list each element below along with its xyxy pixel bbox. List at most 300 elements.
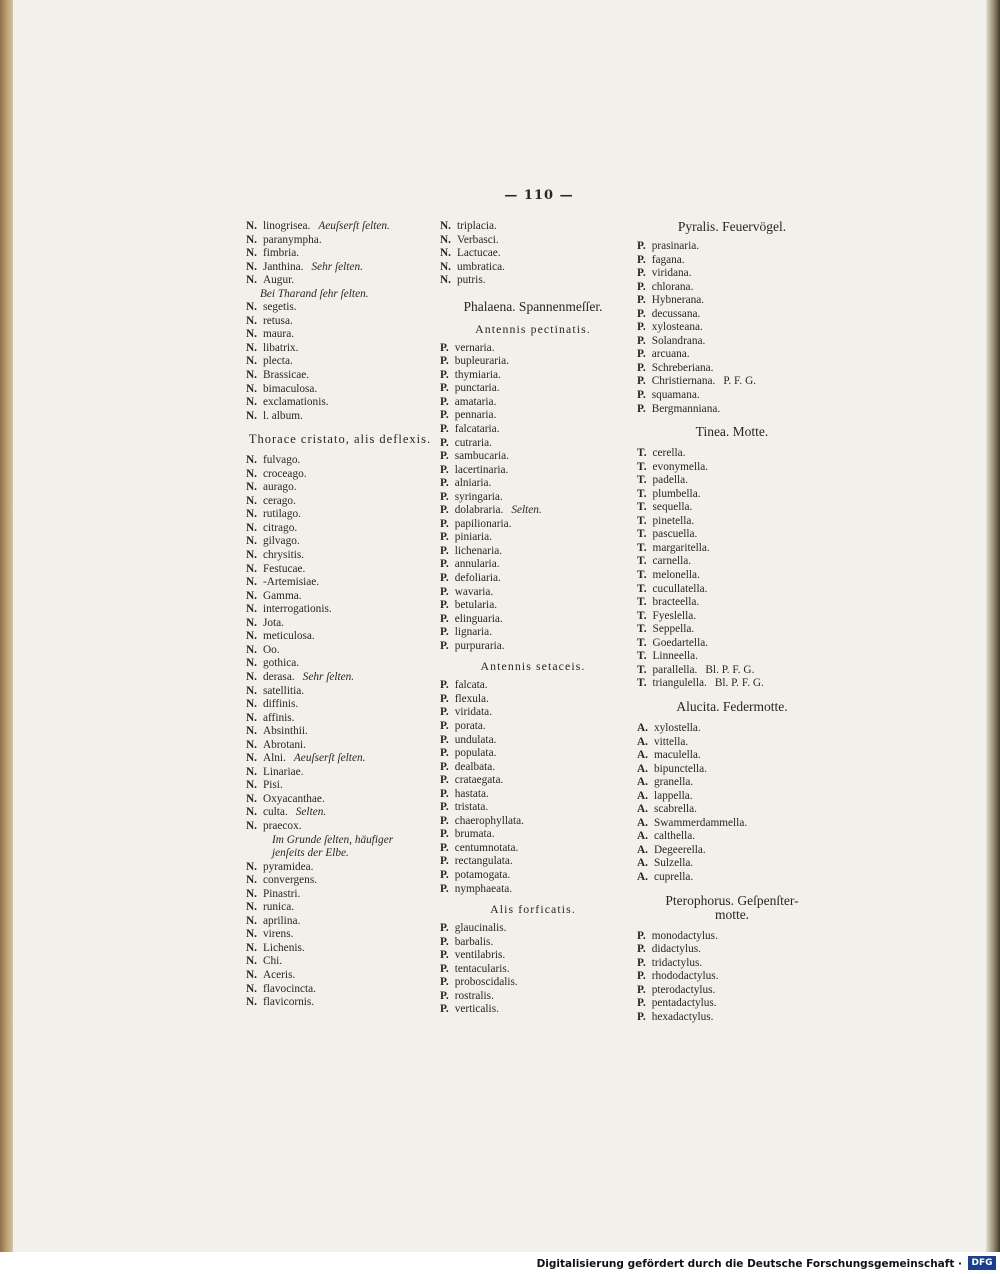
section-heading: Alucita. Federmotte. bbox=[676, 698, 788, 714]
genus-abbreviation: T. bbox=[637, 650, 647, 663]
species-entry bbox=[637, 749, 827, 763]
genus-abbreviation: N. bbox=[246, 382, 257, 395]
genus-abbreviation: P. bbox=[440, 382, 449, 395]
species-note: P. F. G. bbox=[723, 375, 757, 388]
genus-abbreviation: N. bbox=[246, 481, 257, 494]
species-entry bbox=[440, 261, 626, 275]
species-name: viridana. bbox=[651, 267, 692, 280]
species-entry bbox=[246, 522, 434, 536]
species-entry bbox=[637, 555, 827, 569]
species-entry bbox=[246, 535, 434, 549]
species-name: bracteella. bbox=[652, 596, 700, 609]
species-entry bbox=[440, 545, 626, 559]
genus-abbreviation: P. bbox=[637, 361, 646, 374]
species-name: Verbasci. bbox=[456, 233, 499, 246]
genus-abbreviation: A. bbox=[637, 870, 648, 883]
species-name: viridata. bbox=[454, 706, 493, 719]
species-name: xylosteana. bbox=[651, 321, 703, 334]
species-entry bbox=[440, 801, 626, 815]
species-entry bbox=[637, 610, 827, 624]
species-note: Bl. P. F. G. bbox=[705, 663, 755, 676]
genus-abbreviation: A. bbox=[637, 830, 648, 843]
species-name: lacertinaria. bbox=[454, 463, 509, 476]
species-entry bbox=[440, 342, 626, 356]
genus-abbreviation: P. bbox=[440, 490, 449, 503]
species-entry bbox=[637, 403, 827, 417]
entry-list bbox=[637, 447, 827, 691]
species-entry bbox=[637, 650, 827, 664]
genus-abbreviation: N. bbox=[246, 982, 257, 995]
genus-abbreviation: T. bbox=[637, 609, 647, 622]
genus-abbreviation: T. bbox=[637, 487, 647, 500]
species-name: Swammerdammella. bbox=[653, 816, 748, 829]
species-entry bbox=[440, 599, 626, 613]
species-name: Linneella. bbox=[652, 650, 699, 663]
genus-abbreviation: N. bbox=[246, 670, 257, 683]
species-name: cutraria. bbox=[454, 436, 493, 449]
species-name: rostralis. bbox=[454, 989, 494, 1002]
genus-abbreviation: P. bbox=[440, 409, 449, 422]
species-name: Lichenis. bbox=[262, 941, 305, 954]
species-name: Janthina. bbox=[262, 260, 304, 273]
genus-abbreviation: P. bbox=[637, 334, 646, 347]
species-entry bbox=[637, 637, 827, 651]
species-name: segetis. bbox=[262, 301, 297, 314]
species-name: carnella. bbox=[652, 555, 692, 568]
species-entry bbox=[246, 915, 434, 929]
species-entry bbox=[440, 369, 626, 383]
section-heading: Thorace cristato, alis deflexis. bbox=[248, 432, 432, 447]
genus-abbreviation: P. bbox=[637, 267, 646, 280]
species-name: croceago. bbox=[262, 467, 307, 480]
genus-abbreviation: N. bbox=[246, 941, 257, 954]
species-name: Sulzella. bbox=[653, 857, 694, 870]
species-name: libatrix. bbox=[262, 341, 299, 354]
species-entry bbox=[246, 820, 434, 834]
species-entry bbox=[440, 355, 626, 369]
species-entry bbox=[246, 576, 434, 590]
species-name: satellitia. bbox=[262, 684, 305, 697]
species-note: Selten. bbox=[511, 504, 542, 517]
species-entry bbox=[246, 301, 434, 315]
species-name: l. album. bbox=[262, 409, 303, 422]
species-entry bbox=[246, 725, 434, 739]
habitat-note: jenſeits der Elbe. bbox=[272, 847, 349, 860]
genus-abbreviation: T. bbox=[637, 555, 647, 568]
species-entry bbox=[637, 375, 827, 389]
genus-abbreviation: N. bbox=[246, 792, 257, 805]
species-entry bbox=[637, 335, 827, 349]
species-entry bbox=[637, 321, 827, 335]
species-entry bbox=[637, 447, 827, 461]
species-entry bbox=[246, 983, 434, 997]
species-name: Oo. bbox=[262, 643, 280, 656]
column-3 bbox=[637, 220, 827, 1024]
species-note: Sehr ſelten. bbox=[311, 260, 363, 273]
species-name: aurago. bbox=[262, 481, 297, 494]
species-entry bbox=[440, 409, 626, 423]
genus-abbreviation: P. bbox=[440, 935, 449, 948]
genus-abbreviation: P. bbox=[440, 585, 449, 598]
species-entry bbox=[440, 842, 626, 856]
species-entry bbox=[440, 774, 626, 788]
species-entry bbox=[246, 495, 434, 509]
species-entry bbox=[246, 261, 434, 275]
genus-abbreviation: P. bbox=[440, 504, 449, 517]
species-name: putris. bbox=[456, 274, 486, 287]
species-name: vernaria. bbox=[454, 341, 495, 354]
species-entry bbox=[246, 274, 434, 288]
genus-abbreviation: N. bbox=[246, 301, 257, 314]
species-entry bbox=[637, 736, 827, 750]
species-name: prasinaria. bbox=[651, 240, 700, 252]
species-name: wavaria. bbox=[454, 585, 494, 598]
species-name: falcataria. bbox=[454, 423, 500, 436]
entry-list bbox=[440, 342, 626, 654]
species-entry bbox=[637, 501, 827, 515]
genus-abbreviation: P. bbox=[440, 828, 449, 841]
species-name: Brassicae. bbox=[262, 369, 310, 382]
genus-abbreviation: N. bbox=[246, 643, 257, 656]
genus-abbreviation: N. bbox=[246, 955, 257, 968]
genus-abbreviation: P. bbox=[637, 970, 646, 983]
species-entry bbox=[637, 515, 827, 529]
species-name: virens. bbox=[262, 928, 294, 941]
genus-abbreviation: N. bbox=[246, 247, 257, 260]
genus-abbreviation: A. bbox=[637, 803, 648, 816]
genus-abbreviation: P. bbox=[440, 922, 449, 935]
species-entry bbox=[440, 720, 626, 734]
genus-abbreviation: N. bbox=[440, 247, 451, 260]
species-name: chlorana. bbox=[651, 280, 694, 293]
genus-abbreviation: P. bbox=[637, 307, 646, 320]
species-entry bbox=[637, 970, 827, 984]
species-entry bbox=[637, 803, 827, 817]
species-name: bimaculosa. bbox=[262, 382, 318, 395]
genus-abbreviation: A. bbox=[637, 857, 648, 870]
species-name: potamogata. bbox=[454, 868, 511, 881]
genus-abbreviation: N. bbox=[246, 409, 257, 422]
species-note: Aeuſserſt ſelten. bbox=[293, 752, 366, 765]
species-entry bbox=[440, 963, 626, 977]
subsection-heading: Alis forficatis. bbox=[490, 902, 576, 917]
species-entry bbox=[637, 871, 827, 885]
species-name: umbratica. bbox=[456, 260, 505, 273]
species-name: triplacia. bbox=[456, 220, 497, 232]
species-name: derasa. bbox=[262, 670, 295, 683]
genus-abbreviation: N. bbox=[246, 779, 257, 792]
species-name: chrysitis. bbox=[262, 549, 305, 562]
subsection-heading: Antennis setaceis. bbox=[480, 659, 586, 674]
species-name: crataegata. bbox=[454, 774, 504, 787]
species-name: linogrisea. bbox=[262, 220, 311, 232]
species-name: tentacularis. bbox=[454, 962, 510, 975]
genus-abbreviation: T. bbox=[637, 623, 647, 636]
species-entry bbox=[440, 761, 626, 775]
species-entry bbox=[637, 677, 827, 691]
species-entry bbox=[440, 518, 626, 532]
species-name: fagana. bbox=[651, 253, 685, 266]
species-name: plumbella. bbox=[652, 487, 701, 500]
genus-abbreviation: P. bbox=[637, 943, 646, 956]
genus-abbreviation: T. bbox=[637, 474, 647, 487]
genus-abbreviation: P. bbox=[440, 868, 449, 881]
genus-abbreviation: P. bbox=[440, 626, 449, 639]
species-name: tridactylus. bbox=[651, 956, 703, 969]
genus-abbreviation: P. bbox=[637, 240, 646, 252]
species-entry bbox=[637, 722, 827, 736]
species-entry bbox=[637, 763, 827, 777]
species-entry bbox=[637, 930, 827, 944]
species-entry bbox=[440, 423, 626, 437]
species-entry bbox=[246, 888, 434, 902]
species-name: proboscidalis. bbox=[454, 976, 518, 989]
species-name: arcuana. bbox=[651, 348, 690, 361]
species-entry bbox=[246, 766, 434, 780]
species-name: centumnotata. bbox=[454, 841, 519, 854]
species-name: sambucaria. bbox=[454, 450, 509, 463]
genus-abbreviation: P. bbox=[440, 612, 449, 625]
genus-abbreviation: P. bbox=[440, 733, 449, 746]
species-entry bbox=[440, 586, 626, 600]
species-entry bbox=[246, 617, 434, 631]
species-name: parallella. bbox=[652, 663, 698, 676]
genus-abbreviation: P. bbox=[440, 855, 449, 868]
species-name: pterodactylus. bbox=[651, 983, 716, 996]
genus-abbreviation: P. bbox=[440, 706, 449, 719]
species-entry bbox=[637, 664, 827, 678]
genus-abbreviation: N. bbox=[246, 535, 257, 548]
genus-abbreviation: P. bbox=[440, 962, 449, 975]
species-entry bbox=[246, 396, 434, 410]
subsection-heading: Antennis pectinatis. bbox=[475, 321, 591, 336]
species-name: tristata. bbox=[454, 801, 489, 814]
species-name: betularia. bbox=[454, 599, 498, 612]
genus-abbreviation: P. bbox=[440, 882, 449, 895]
species-name: Jota. bbox=[262, 616, 285, 629]
genus-abbreviation: P. bbox=[637, 321, 646, 334]
species-entry bbox=[637, 389, 827, 403]
species-name: melonella. bbox=[652, 569, 700, 582]
species-entry bbox=[246, 712, 434, 726]
species-entry bbox=[440, 869, 626, 883]
species-name: Seppella. bbox=[652, 623, 695, 636]
species-entry bbox=[246, 603, 434, 617]
genus-abbreviation: P. bbox=[440, 477, 449, 490]
species-name: Festucae. bbox=[262, 562, 306, 575]
species-name: rectangulata. bbox=[454, 855, 513, 868]
genus-abbreviation: T. bbox=[637, 501, 647, 514]
species-entry bbox=[246, 563, 434, 577]
species-name: flexula. bbox=[454, 692, 489, 705]
species-entry bbox=[246, 247, 434, 261]
genus-abbreviation: N. bbox=[246, 369, 257, 382]
genus-abbreviation: P. bbox=[440, 450, 449, 463]
species-entry bbox=[637, 240, 827, 254]
genus-abbreviation: A. bbox=[637, 721, 648, 734]
genus-abbreviation: A. bbox=[637, 776, 648, 789]
species-name: margaritella. bbox=[652, 541, 710, 554]
genus-abbreviation: N. bbox=[246, 630, 257, 643]
species-name: hastata. bbox=[454, 787, 489, 800]
species-name: interrogationis. bbox=[262, 603, 332, 616]
genus-abbreviation: P. bbox=[637, 294, 646, 307]
genus-abbreviation: P. bbox=[440, 436, 449, 449]
section-heading: Pterophorus. Geſpenſter- bbox=[665, 892, 799, 908]
species-entry bbox=[246, 315, 434, 329]
genus-abbreviation: N. bbox=[246, 657, 257, 670]
species-entry bbox=[637, 997, 827, 1011]
species-name: papilionaria. bbox=[454, 517, 512, 530]
genus-abbreviation: P. bbox=[637, 375, 646, 388]
genus-abbreviation: P. bbox=[440, 572, 449, 585]
species-name: Aceris. bbox=[262, 968, 296, 981]
genus-abbreviation: N. bbox=[246, 860, 257, 873]
species-entry bbox=[637, 569, 827, 583]
species-name: chaerophyllata. bbox=[454, 814, 525, 827]
genus-abbreviation: P. bbox=[440, 423, 449, 436]
species-entry bbox=[440, 558, 626, 572]
genus-abbreviation: N. bbox=[246, 576, 257, 589]
species-entry bbox=[246, 383, 434, 397]
species-entry bbox=[440, 247, 626, 261]
species-entry bbox=[637, 817, 827, 831]
species-entry bbox=[637, 857, 827, 871]
species-name: Pisi. bbox=[262, 779, 283, 792]
genus-abbreviation: N. bbox=[246, 819, 257, 832]
genus-abbreviation: T. bbox=[637, 447, 647, 460]
species-entry bbox=[440, 949, 626, 963]
genus-abbreviation: P. bbox=[637, 929, 646, 942]
species-entry bbox=[440, 693, 626, 707]
genus-abbreviation: P. bbox=[637, 956, 646, 969]
species-entry bbox=[440, 220, 626, 234]
species-entry bbox=[440, 491, 626, 505]
genus-abbreviation: N. bbox=[440, 233, 451, 246]
genus-abbreviation: A. bbox=[637, 735, 648, 748]
genus-abbreviation: P. bbox=[440, 639, 449, 652]
species-name: Hybnerana. bbox=[651, 294, 705, 307]
genus-abbreviation: N. bbox=[246, 467, 257, 480]
genus-abbreviation: P. bbox=[440, 774, 449, 787]
species-name: Solandrana. bbox=[651, 334, 706, 347]
species-name: meticulosa. bbox=[262, 630, 315, 643]
section-heading: Tinea. Motte. bbox=[695, 424, 769, 440]
species-entry bbox=[637, 790, 827, 804]
species-entry bbox=[440, 883, 626, 897]
species-entry bbox=[246, 928, 434, 942]
genus-abbreviation: N. bbox=[246, 396, 257, 409]
species-entry bbox=[246, 861, 434, 875]
species-name: xylostella. bbox=[653, 721, 701, 734]
species-name: bipunctella. bbox=[653, 762, 707, 775]
species-name: runica. bbox=[262, 901, 295, 914]
species-name: granella. bbox=[653, 776, 694, 789]
genus-abbreviation: P. bbox=[440, 517, 449, 530]
genus-abbreviation: N. bbox=[246, 928, 257, 941]
species-name: Fyeslella. bbox=[652, 609, 697, 622]
species-name: decussana. bbox=[651, 307, 701, 320]
genus-abbreviation: P. bbox=[637, 983, 646, 996]
genus-abbreviation: N. bbox=[246, 914, 257, 927]
genus-abbreviation: N. bbox=[246, 454, 257, 467]
species-name: barbalis. bbox=[454, 935, 494, 948]
species-entry bbox=[440, 679, 626, 693]
species-entry bbox=[246, 220, 434, 234]
species-name: padella. bbox=[652, 474, 688, 487]
species-name: brumata. bbox=[454, 828, 495, 841]
entry-list bbox=[440, 922, 626, 1017]
genus-abbreviation: N. bbox=[246, 684, 257, 697]
species-name: purpuraria. bbox=[454, 639, 505, 652]
genus-abbreviation: P. bbox=[637, 1010, 646, 1023]
species-entry bbox=[440, 626, 626, 640]
species-entry bbox=[637, 528, 827, 542]
species-entry bbox=[246, 955, 434, 969]
genus-abbreviation: P. bbox=[440, 841, 449, 854]
species-entry bbox=[637, 596, 827, 610]
species-entry bbox=[440, 990, 626, 1004]
genus-abbreviation: P. bbox=[637, 280, 646, 293]
genus-abbreviation: N. bbox=[246, 274, 257, 287]
species-name: vittella. bbox=[653, 735, 689, 748]
genus-abbreviation: P. bbox=[440, 747, 449, 760]
species-name: Pinastri. bbox=[262, 887, 301, 900]
entry-list bbox=[440, 679, 626, 896]
species-entry bbox=[637, 623, 827, 637]
genus-abbreviation: P. bbox=[440, 760, 449, 773]
genus-abbreviation: N. bbox=[440, 274, 451, 287]
species-name: pascuella. bbox=[652, 528, 698, 541]
species-entry bbox=[440, 572, 626, 586]
species-name: convergens. bbox=[262, 874, 318, 887]
genus-abbreviation: N. bbox=[246, 233, 257, 246]
genus-abbreviation: A. bbox=[637, 789, 648, 802]
page-number: — 110 — bbox=[504, 188, 574, 203]
species-entry bbox=[637, 308, 827, 322]
habitat-note: Bei Tharand ſehr ſelten. bbox=[260, 287, 369, 300]
species-name: rutilago. bbox=[262, 508, 301, 521]
genus-abbreviation: A. bbox=[637, 762, 648, 775]
species-name: Christiernana. bbox=[651, 375, 716, 388]
entry-list bbox=[246, 454, 434, 833]
species-entry bbox=[440, 747, 626, 761]
species-entry bbox=[246, 685, 434, 699]
section-heading: motte. bbox=[714, 906, 750, 922]
genus-abbreviation: N. bbox=[246, 968, 257, 981]
genus-abbreviation: P. bbox=[637, 402, 646, 415]
genus-abbreviation: T. bbox=[637, 541, 647, 554]
species-entry bbox=[440, 437, 626, 451]
species-entry bbox=[246, 369, 434, 383]
species-name: flavicornis. bbox=[262, 996, 315, 1009]
species-entry bbox=[440, 234, 626, 248]
genus-abbreviation: N. bbox=[246, 220, 257, 232]
genus-abbreviation: P. bbox=[440, 341, 449, 354]
genus-abbreviation: N. bbox=[246, 806, 257, 819]
species-entry bbox=[246, 355, 434, 369]
species-note: Sehr ſelten. bbox=[302, 670, 355, 683]
species-name: populata. bbox=[454, 747, 497, 760]
species-name: cerella. bbox=[652, 447, 686, 460]
species-name: lichenaria. bbox=[454, 544, 503, 557]
species-name: piniaria. bbox=[454, 531, 493, 544]
species-name: undulata. bbox=[454, 733, 497, 746]
species-name: cucullatella. bbox=[652, 582, 708, 595]
species-entry bbox=[637, 844, 827, 858]
species-entry bbox=[440, 1003, 626, 1017]
species-name: syringaria. bbox=[454, 490, 503, 503]
